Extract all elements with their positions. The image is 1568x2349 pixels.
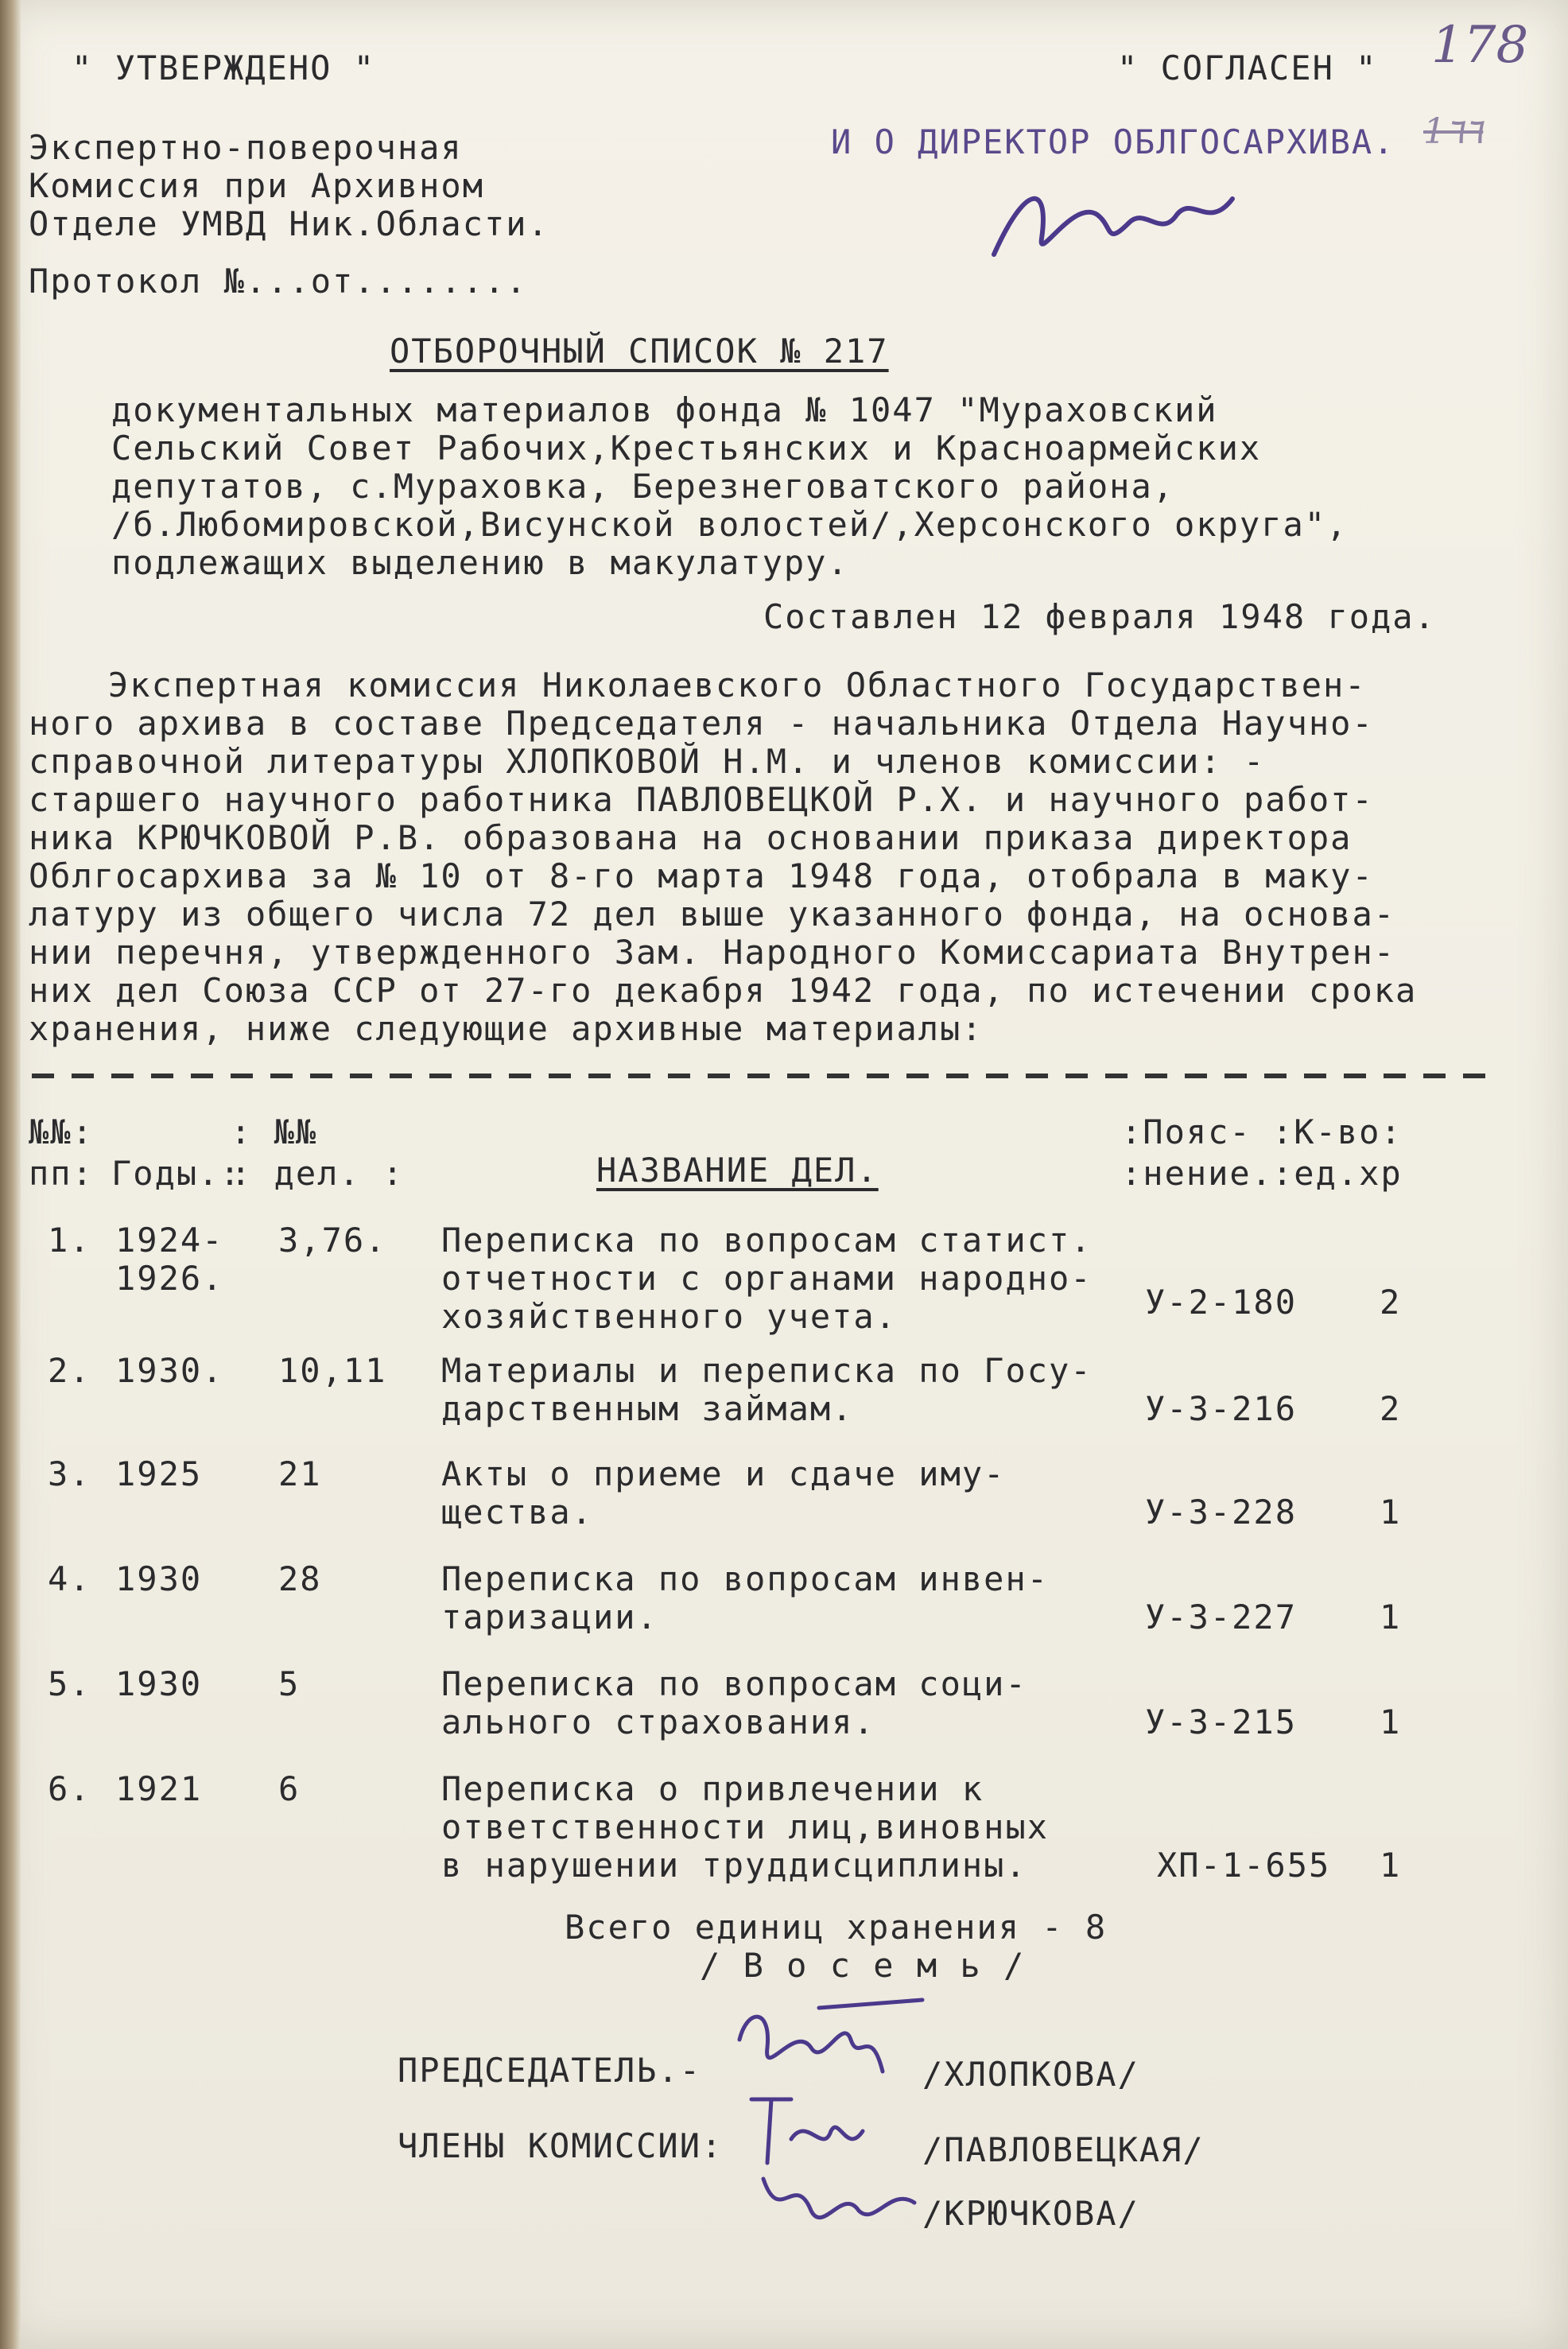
row-note: У-2-180 xyxy=(1145,1283,1298,1322)
row-num: 1. xyxy=(48,1221,91,1260)
header-title: НАЗВАНИЕ ДЕЛ. xyxy=(596,1151,879,1190)
row-cases: 5 xyxy=(278,1664,301,1703)
chair-label: ПРЕДСЕДАТЕЛЬ.- xyxy=(398,2051,702,2090)
binding-edge xyxy=(0,0,21,2349)
member1-name: /ПАВЛОВЕЦКАЯ/ xyxy=(922,2130,1205,2169)
row-years: 1930. xyxy=(115,1351,224,1390)
member2-signature-stroke xyxy=(763,2179,914,2218)
approved-block xyxy=(29,129,549,243)
row-cases: 6 xyxy=(278,1769,301,1808)
header-cases-top: : №№ xyxy=(231,1112,318,1151)
body-line-2: ного архива в составе Председателя - начальника Отдела Научно- xyxy=(29,704,1374,743)
header-units-bottom: :ед.хр xyxy=(1272,1154,1403,1193)
row-note: У-3-215 xyxy=(1145,1703,1298,1741)
row-note: ХП-1-655 xyxy=(1157,1846,1331,1885)
approved-title: " УТВЕРЖДЕНО " xyxy=(72,49,376,87)
row-units: 2 xyxy=(1380,1389,1402,1428)
row-years: 1930 xyxy=(115,1559,203,1598)
header-units-top: :К-во: xyxy=(1272,1112,1403,1151)
table-separator xyxy=(32,1074,1495,1078)
chair-name: /ХЛОПКОВА/ xyxy=(922,2055,1139,2094)
row-note: У-3-227 xyxy=(1145,1598,1298,1637)
archive-number-struck xyxy=(1423,111,1483,152)
compiled-date: Составлен 12 февраля 1948 года. xyxy=(763,597,1436,636)
members-label: ЧЛЕНЫ КОМИССИИ: xyxy=(398,2126,724,2165)
body-paragraph xyxy=(29,666,1417,1048)
row-title: Переписка по вопросам инвен- xyxy=(441,1559,1050,1598)
header-cases-bottom: : дел. : xyxy=(231,1154,405,1193)
row-title: Материалы и переписка по Госу- xyxy=(441,1351,1093,1390)
body-line-6: Облгосархива за № 10 от 8-го марта 1948 года, отобрала в маку- xyxy=(29,856,1374,895)
row-years: 1925 xyxy=(115,1454,203,1493)
row-cases: 10,11 xyxy=(278,1351,387,1390)
subject-line-4: /б.Любомировской,Висунской волостей/,Херсонского округа", xyxy=(111,505,1349,544)
member2-signature xyxy=(747,2163,930,2242)
row-years: 1924- xyxy=(115,1221,224,1260)
body-line-5: ника КРЮЧКОВОЙ Р.В. образована на основании приказа директора xyxy=(29,818,1353,857)
subject-line-3: депутатов, с.Мураховка, Березнеговатского района, xyxy=(111,467,1175,506)
approved-line-2: Комиссия при Архивном xyxy=(29,166,485,205)
director-signature-stroke xyxy=(994,199,1232,254)
row-num: 5. xyxy=(48,1664,91,1703)
row-cases: 28 xyxy=(278,1559,322,1598)
row-years: 1926. xyxy=(115,1259,224,1298)
row-title: ответственности лиц,виновных xyxy=(441,1807,1050,1846)
archive-number: 178 xyxy=(1431,16,1529,75)
row-note: У-3-228 xyxy=(1145,1493,1298,1532)
chair-signature-stroke xyxy=(739,2000,922,2071)
header-num-bottom: пп: xyxy=(29,1154,94,1193)
member2-name: /КРЮЧКОВА/ xyxy=(922,2194,1139,2233)
subject-block xyxy=(111,391,1348,582)
header-years: Годы.: xyxy=(111,1154,242,1193)
row-title: дарственным займам. xyxy=(441,1389,854,1428)
total-units: Всего единиц хранения - 8 xyxy=(565,1908,1108,1947)
body-line-1: Экспертная комиссия Николаевского Областного Государствен- xyxy=(108,666,1367,705)
row-title: Акты о приеме и сдаче иму- xyxy=(441,1454,1006,1493)
row-title: Переписка о привлечении к xyxy=(441,1769,984,1808)
approved-line-3: Отделе УМВД Ник.Области. xyxy=(29,204,549,243)
row-title: отчетности с органами народно- xyxy=(441,1259,1093,1298)
body-line-7: латуру из общего числа 72 дел выше указанного фонда, на основа- xyxy=(29,895,1396,934)
row-num: 4. xyxy=(48,1559,91,1598)
row-note: У-3-216 xyxy=(1145,1389,1298,1428)
row-units: 1 xyxy=(1380,1703,1402,1741)
subject-line-1: документальных материалов фонда № 1047 "Мураховский xyxy=(111,390,1218,429)
row-cases: 3,76. xyxy=(278,1221,387,1260)
body-line-3: справочной литературы ХЛОПКОВОЙ Н.М. и членов комиссии: - xyxy=(29,742,1266,781)
row-num: 6. xyxy=(48,1769,91,1808)
row-units: 1 xyxy=(1380,1846,1402,1885)
struck-number-text: 1٦٦ xyxy=(1423,111,1484,152)
row-title: ального страхования. xyxy=(441,1703,875,1741)
subject-line-2: Сельский Совет Рабочих,Крестьянских и Красноармейских xyxy=(111,429,1262,468)
agreed-title: " СОГЛАСЕН " xyxy=(1117,49,1378,87)
row-cases: 21 xyxy=(278,1454,322,1493)
row-units: 1 xyxy=(1380,1493,1402,1532)
header-note-bottom: :нение. xyxy=(1121,1154,1274,1193)
header-num-top: №№: xyxy=(29,1112,94,1151)
row-num: 2. xyxy=(48,1351,91,1390)
approved-line-1: Экспертно-поверочная xyxy=(29,128,463,167)
body-line-10: хранения, ниже следующие архивные материалы: xyxy=(29,1009,984,1048)
agreed-position: И О ДИРЕКТОР ОБЛГОСАРХИВА. xyxy=(831,122,1395,161)
row-years: 1921 xyxy=(115,1769,203,1808)
row-title: Переписка по вопросам статист. xyxy=(441,1221,1093,1260)
body-line-9: них дел Союза ССР от 27-го декабря 1942 года, по истечении срока xyxy=(29,971,1418,1010)
page-heading: ОТБОРОЧНЫЙ СПИСОК № 217 xyxy=(390,332,889,371)
protocol-line: Протокол №...от........ xyxy=(29,262,528,301)
member1-signature-stroke xyxy=(751,2099,863,2163)
row-years: 1930 xyxy=(115,1664,203,1703)
row-units: 2 xyxy=(1380,1283,1402,1322)
row-title: в нарушении труддисциплины. xyxy=(441,1846,1027,1885)
row-title: хозяйственного учета. xyxy=(441,1297,898,1336)
subject-line-5: подлежащих выделению в макулатуру. xyxy=(111,543,849,582)
total-words: / В о с е м ь / xyxy=(700,1946,1026,1985)
row-units: 1 xyxy=(1380,1598,1402,1637)
row-title: щества. xyxy=(441,1493,594,1532)
row-title: таризации. xyxy=(441,1598,658,1637)
row-num: 3. xyxy=(48,1454,91,1493)
row-title: Переписка по вопросам соци- xyxy=(441,1664,1027,1703)
header-note-top: :Пояс- xyxy=(1121,1112,1252,1151)
body-line-8: нии перечня, утвержденного Зам. Народного Комиссариата Внутрен- xyxy=(29,933,1396,972)
director-signature xyxy=(978,167,1264,278)
body-line-4: старшего научного работника ПАВЛОВЕЦКОЙ Р.Х. и научного работ- xyxy=(29,780,1374,819)
